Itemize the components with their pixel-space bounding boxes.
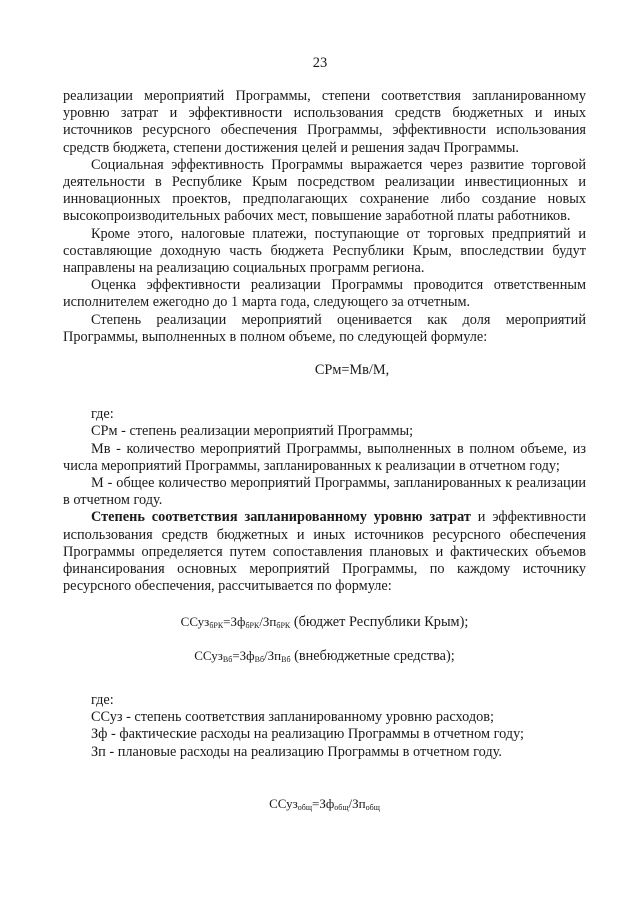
- paragraph: Кроме этого, налоговые платежи, поступающие от торговых предприятий и составляющие доходную часть бюджета Республики Крым, впоследствии будут направлены на реализацию социальных программ региона.: [63, 225, 586, 277]
- paragraph-text: и эффективности использования средств бюджетных и иных источников ресурсного обеспечения Программы определяется путем сопоставления плановых и фактических объемов финансирования основных мероприятий Программы, по каждому источнику ресурсного обеспечения, рассчитывается по формуле:: [63, 509, 586, 595]
- legend-list: [63, 423, 586, 509]
- formula-ssuz-vb: [63, 647, 586, 668]
- paragraph: реализации мероприятий Программы, степени соответствия запланированному уровню затрат и эффективности использования средств бюджетных и иных источников ресурсного обеспечения Программы, эффективности использования средств бюджета, степени достижения целей и решения задач Программы.: [63, 88, 586, 156]
- formula-term: $ССуз_{Вб}=Зф_{Вб}/Зп_{Вб}$: [194, 647, 291, 664]
- legend-list: [63, 709, 586, 761]
- formula-note: (бюджет Республики Крым);: [290, 614, 469, 631]
- page-number: 23: [312, 55, 328, 71]
- formula-ssuz-obsh: [63, 795, 586, 816]
- bold-heading: Степень соответствия запланированному уровню затрат: [91, 509, 471, 526]
- paragraph: Степень реализации мероприятий оценивается как доля мероприятий Программы, выполненных в полном объеме, по следующей формуле:: [63, 311, 586, 345]
- paragraph: Оценка эффективности реализации Программы проводится ответственным исполнителем ежегодно до 1 марта года, следующего за отчетным.: [63, 277, 586, 311]
- where-label: где:: [91, 406, 114, 423]
- formula-ssuz-brk: [63, 613, 586, 634]
- paragraph: [63, 509, 586, 595]
- where-label: где:: [91, 691, 114, 708]
- document-body: [63, 88, 586, 816]
- legend-item: Зф - фактические расходы на реализацию Программы в отчетном году;: [91, 726, 525, 743]
- legend-item: ССуз - степень соответствия запланированному уровню расходов;: [91, 709, 495, 726]
- legend-item: СРм - степень реализации мероприятий Программы;: [91, 423, 414, 440]
- legend-item: М - общее количество мероприятий Программы, запланированных к реализации в отчетном году.: [63, 475, 586, 509]
- formula-srm: СРм=Мв/М,: [314, 362, 390, 379]
- legend-item: Зп - плановые расходы на реализацию Программы в отчетном году.: [91, 743, 502, 760]
- formula-term: $ССуз_{общ}=Зф_{общ}/Зп_{общ}$: [269, 795, 380, 812]
- formula-term: $ССуз_{бРК}=Зф_{бРК}/Зп_{бРК}$: [180, 614, 291, 631]
- legend-item: Мв - количество мероприятий Программы, выполненных в полном объеме, из числа мероприятий Программы, запланированных к реализации в отчетном году;: [63, 440, 586, 474]
- paragraph: Социальная эффективность Программы выражается через развитие торговой деятельности в Республике Крым посредством реализации инвестиционных и инновационных проектов, предполагающих сохранение либо создание новых высокопроизводительных рабочих мест, повышение заработной платы работников.: [63, 156, 586, 225]
- formula-note: (внебюджетные средства);: [290, 647, 455, 664]
